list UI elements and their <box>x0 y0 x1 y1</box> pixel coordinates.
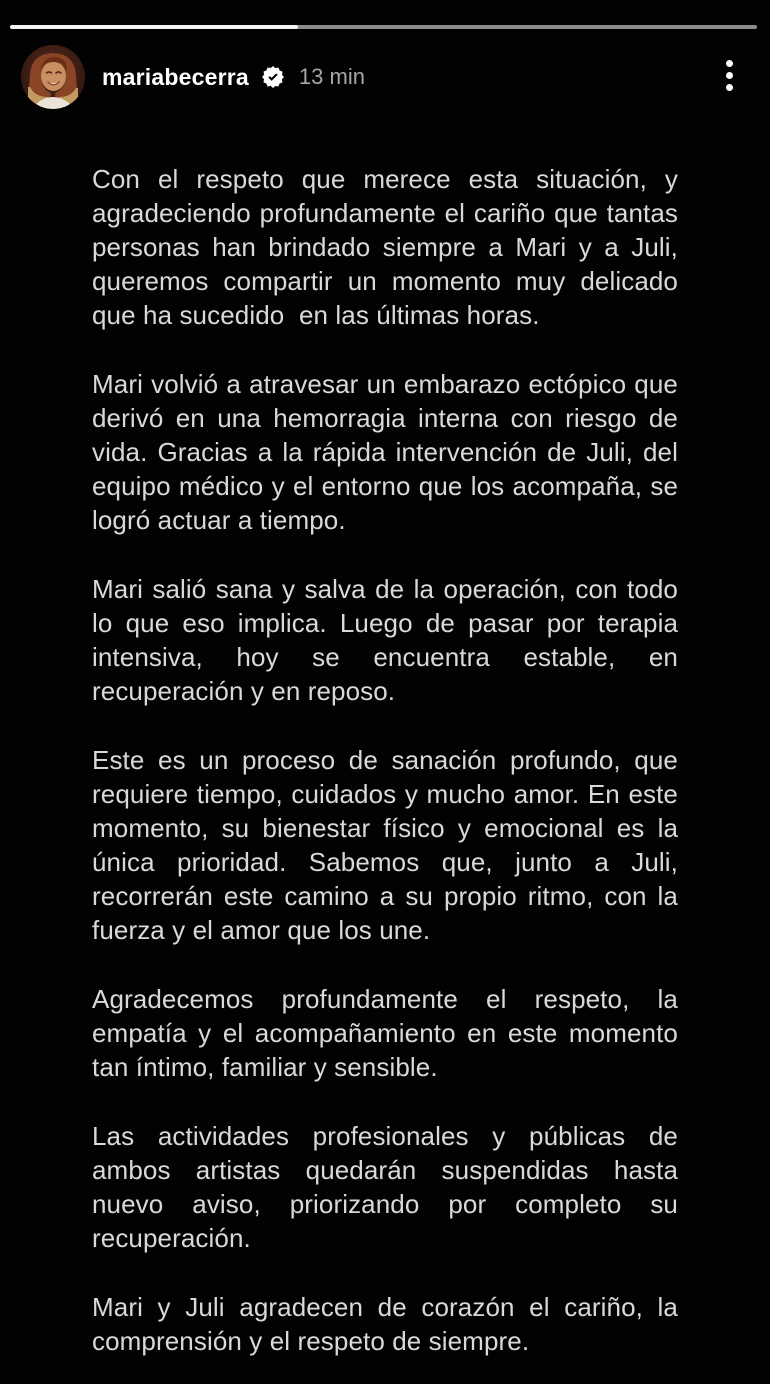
kebab-menu-icon[interactable] <box>721 55 738 96</box>
story-progress-fill <box>10 25 298 29</box>
kebab-dot <box>726 60 733 67</box>
profile-photo-graphic <box>21 45 85 109</box>
avatar[interactable] <box>21 45 85 109</box>
story-paragraph: Mari volvió a atravesar un embarazo ectópico que derivó en una hemorragia interna con riesgo de vida. Gracias a la rápida intervención de Juli, del equipo médico y el entorno que los acompaña, se logró actuar a tiempo. <box>92 369 686 535</box>
story-paragraph: Mari salió sana y salva de la operación, con todo lo que eso implica. Luego de pasar por terapia intensiva, hoy se encuentra estable, en recuperación y en reposo. <box>92 574 686 706</box>
story-paragraph: Agradecemos profundamente el respeto, la empatía y el acompañamiento en este momento tan íntimo, familiar y sensible. <box>92 984 686 1082</box>
story-header <box>21 44 365 110</box>
story-paragraph: Este es un proceso de sanación profundo, que requiere tiempo, cuidados y mucho amor. En este momento, su bienestar físico y emocional es la única prioridad. Sabemos que, junto a Juli, recorrerán este camino a su propio ritmo, con la fuerza y el amor que los une. <box>92 745 686 945</box>
verified-badge-icon <box>262 66 284 88</box>
story-paragraph: Con el respeto que merece esta situación, y agradeciendo profundamente el cariño que tantas personas han brindado siempre a Mari y a Juli, queremos compartir un momento muy delicado que ha sucedido en las últimas horas. <box>92 164 686 330</box>
kebab-dot <box>726 84 733 91</box>
username[interactable]: mariabecerra <box>102 63 249 90</box>
story-paragraph: Mari y Juli agradecen de corazón el cariño, la comprensión y el respeto de siempre. <box>92 1292 686 1356</box>
story-progress-bar <box>10 25 757 29</box>
kebab-dot <box>726 72 733 79</box>
story-text <box>92 162 686 1384</box>
story-paragraph: Las actividades profesionales y públicas de ambos artistas quedarán suspendidas hasta nuevo aviso, priorizando por completo su recuperación. <box>92 1121 686 1253</box>
story-timestamp: 13 min <box>298 64 365 89</box>
